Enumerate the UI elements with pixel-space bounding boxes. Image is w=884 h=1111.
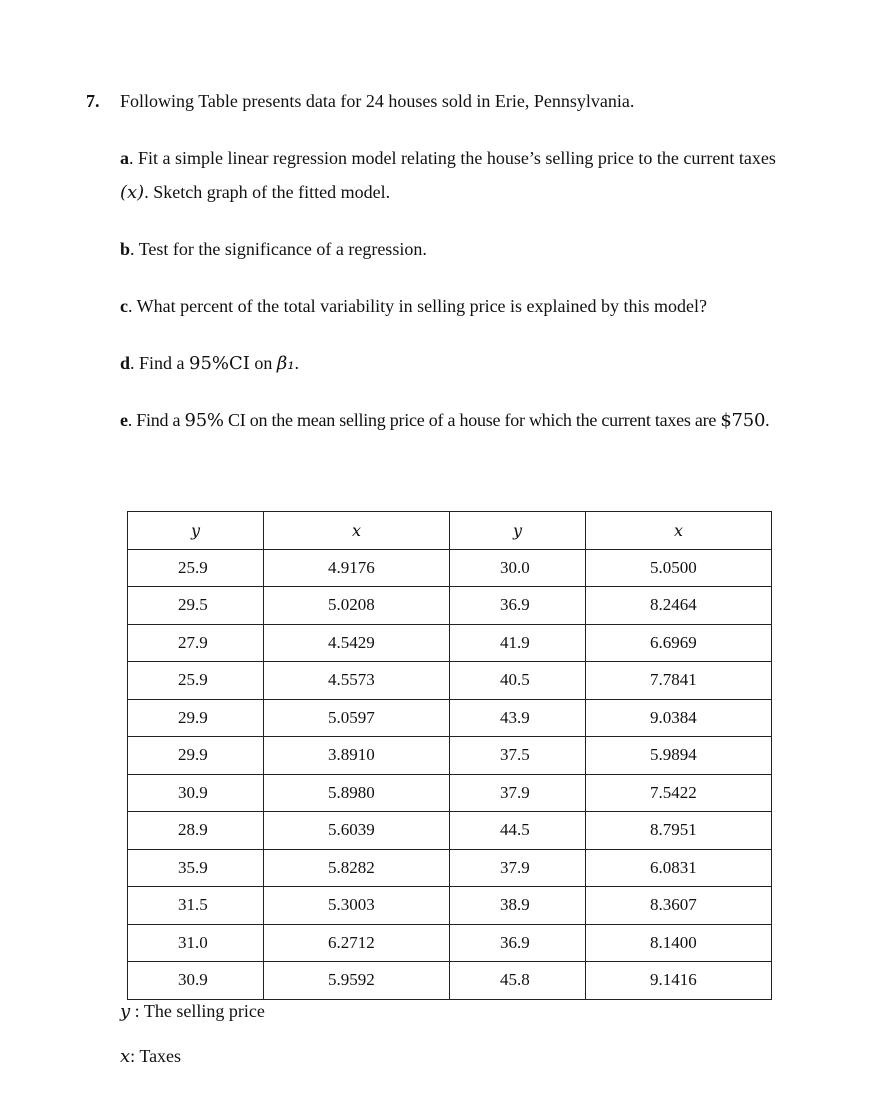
cell-y-left: 25.9: [128, 662, 264, 700]
part-a-text: . Fit a simple linear regression model relating the house’s selling price to the current taxes: [129, 148, 776, 168]
cell-x-right: 8.3607: [586, 887, 772, 925]
table-row: [128, 812, 772, 850]
cell-y-right: 41.9: [450, 624, 586, 662]
cell-x-left: 5.9592: [264, 962, 450, 1000]
part-d-label: d: [120, 353, 131, 373]
cell-x-right: 9.0384: [586, 699, 772, 737]
cell-y-left: 29.5: [128, 587, 264, 625]
table-row: [128, 774, 772, 812]
cell-x-right: 8.7951: [586, 812, 772, 850]
part-b: [120, 239, 427, 260]
cell-y-left: 27.9: [128, 624, 264, 662]
cell-x-left: 4.5429: [264, 624, 450, 662]
cell-x-right: 8.1400: [586, 924, 772, 962]
legend-x: [120, 1046, 181, 1067]
cell-y-right: 37.5: [450, 737, 586, 775]
part-e: [120, 410, 769, 431]
part-a-line2: [120, 182, 390, 203]
part-c: [120, 296, 707, 317]
part-d-ci: 95%CI: [189, 353, 250, 374]
cell-y-left: 28.9: [128, 812, 264, 850]
part-c-label: c: [120, 296, 128, 316]
cell-y-right: 45.8: [450, 962, 586, 1000]
cell-y-left: 25.9: [128, 549, 264, 587]
cell-y-left: 35.9: [128, 849, 264, 887]
part-e-percent: 95%: [184, 410, 224, 431]
table-row: [128, 624, 772, 662]
table-row: [128, 962, 772, 1000]
cell-y-right: 44.5: [450, 812, 586, 850]
cell-x-left: 4.5573: [264, 662, 450, 700]
cell-x-right: 6.0831: [586, 849, 772, 887]
table-header-row: [128, 512, 772, 550]
cell-y-right: 38.9: [450, 887, 586, 925]
cell-y-left: 29.9: [128, 699, 264, 737]
cell-y-left: 30.9: [128, 774, 264, 812]
part-e-text-post: .: [765, 410, 770, 430]
cell-y-right: 30.0: [450, 549, 586, 587]
header-y-2: y: [450, 512, 586, 550]
part-b-text: . Test for the significance of a regression.: [130, 239, 427, 259]
cell-x-right: 7.7841: [586, 662, 772, 700]
table-row: [128, 887, 772, 925]
cell-y-left: 30.9: [128, 962, 264, 1000]
part-e-label: e: [120, 410, 128, 430]
table-row: [128, 662, 772, 700]
table-body: [128, 549, 772, 999]
cell-x-left: 5.0597: [264, 699, 450, 737]
cell-y-right: 36.9: [450, 924, 586, 962]
table-row: [128, 737, 772, 775]
cell-x-left: 5.8980: [264, 774, 450, 812]
table-row: [128, 549, 772, 587]
cell-x-left: 4.9176: [264, 549, 450, 587]
cell-x-left: 6.2712: [264, 924, 450, 962]
legend-y: [120, 1001, 265, 1022]
cell-x-left: 5.8282: [264, 849, 450, 887]
cell-x-right: 5.9894: [586, 737, 772, 775]
legend-x-text: : Taxes: [130, 1046, 182, 1066]
part-d-text-mid: on: [249, 353, 277, 373]
part-a-label: a: [120, 148, 129, 168]
cell-y-right: 40.5: [450, 662, 586, 700]
part-e-text-pre: . Find a: [127, 410, 185, 430]
cell-x-left: 5.6039: [264, 812, 450, 850]
cell-y-right: 36.9: [450, 587, 586, 625]
part-a-line2-text: . Sketch graph of the fitted model.: [144, 182, 391, 202]
cell-y-right: 37.9: [450, 849, 586, 887]
part-d-text-pre: . Find a: [130, 353, 190, 373]
table-row: [128, 849, 772, 887]
part-b-label: b: [120, 239, 131, 259]
part-c-text: . What percent of the total variability in selling price is explained by this model?: [128, 296, 708, 316]
part-a-x-symbol: (x): [120, 182, 145, 203]
question-number: 7.: [86, 91, 100, 111]
cell-x-right: 7.5422: [586, 774, 772, 812]
legend-y-symbol: y: [120, 1001, 131, 1022]
table-row: [128, 587, 772, 625]
table-row: [128, 699, 772, 737]
cell-x-right: 5.0500: [586, 549, 772, 587]
cell-y-right: 37.9: [450, 774, 586, 812]
part-d: [120, 353, 299, 374]
header-x-2: x: [586, 512, 772, 550]
cell-x-right: 8.2464: [586, 587, 772, 625]
part-d-text-post: .: [294, 353, 300, 373]
part-e-text-mid: CI on the mean selling price of a house for which the current taxes are: [223, 410, 721, 430]
part-d-beta: β₁: [276, 353, 295, 374]
cell-y-left: 31.0: [128, 924, 264, 962]
table-row: [128, 924, 772, 962]
cell-y-left: 31.5: [128, 887, 264, 925]
legend-y-text: : The selling price: [130, 1001, 265, 1021]
header-x-1: x: [264, 512, 450, 550]
header-y-1: y: [128, 512, 264, 550]
cell-y-left: 29.9: [128, 737, 264, 775]
cell-x-left: 5.0208: [264, 587, 450, 625]
house-data-table: [127, 511, 772, 1000]
question-title: Following Table presents data for 24 houses sold in Erie, Pennsylvania.: [120, 91, 635, 111]
cell-x-left: 3.8910: [264, 737, 450, 775]
cell-x-left: 5.3003: [264, 887, 450, 925]
part-e-amount: $750: [720, 410, 766, 431]
part-a: [120, 148, 776, 169]
legend-x-symbol: x: [120, 1046, 131, 1067]
cell-x-right: 9.1416: [586, 962, 772, 1000]
cell-y-right: 43.9: [450, 699, 586, 737]
cell-x-right: 6.6969: [586, 624, 772, 662]
